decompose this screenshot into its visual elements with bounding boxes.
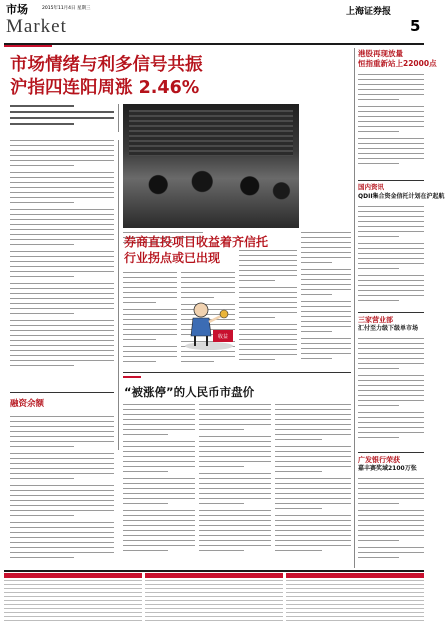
feature-body-col3 (239, 250, 297, 366)
fx-body-col1 (123, 404, 195, 564)
table-3-rows (286, 580, 424, 624)
bottom-tables (4, 570, 424, 624)
fx-headline: “被涨停”的人民币市盘价 (124, 385, 255, 399)
cartoon-figure-icon (181, 296, 237, 352)
lead-deck (10, 104, 114, 134)
small-story-body (10, 416, 114, 564)
sidebar-story3-rule (358, 312, 424, 313)
lead-headline-1: 市场情绪与利多信号共振 (10, 55, 203, 75)
column-divider-left (118, 104, 119, 132)
illustration-label: 收益 (217, 333, 228, 340)
sidebar-story2-rule (358, 180, 424, 181)
feature-headline-1: 券商直投项目收益着齐信托 (124, 235, 269, 249)
lead-body-left (10, 140, 114, 372)
section-title-cn: 市场 (6, 3, 28, 16)
date-line: 2015年11月4日 星期三 (42, 6, 91, 11)
column-divider-left-2 (118, 140, 119, 450)
small-story-headline: 融资余额 (10, 399, 45, 409)
illustration (181, 296, 237, 352)
table-2-rows (145, 580, 283, 624)
sidebar-story1-headline-2: 恒指重新站上22000点 (358, 59, 437, 68)
sidebar-story4-headline-2: 嘉丰赛奖域2100万张 (358, 465, 417, 472)
lead-headline-2: 沪指四连阳周涨 2.46% (10, 78, 200, 98)
table-header-bar-2 (145, 573, 283, 578)
sidebar-story2-headline: QDII集合资金信托计划在沪起航 (358, 193, 445, 200)
fx-body-col2 (199, 404, 271, 564)
sidebar-story1-body (358, 74, 424, 174)
sidebar-story4-headline-1: 广发银行荣获 (358, 456, 400, 464)
masthead-rule (4, 43, 424, 45)
small-story-divider (10, 392, 114, 393)
sidebar-story3-headline-1: 三家营业部 (358, 316, 393, 324)
photo-people (123, 166, 299, 228)
page-number: 5 (410, 17, 421, 35)
feature-body-col1 (123, 272, 177, 366)
feature-body-col4 (301, 232, 351, 366)
sidebar-story2-body (358, 206, 424, 308)
masthead-red-accent (4, 45, 52, 47)
feature-headline-2: 行业拐点或已出现 (124, 251, 221, 265)
sidebar-divider (354, 48, 355, 568)
fx-story-divider (123, 372, 351, 373)
paper-name: 上海证券报 (346, 7, 392, 17)
table-header-bar-3 (286, 573, 424, 578)
section-title-en: Market (6, 16, 67, 37)
table-header-bar-1 (4, 573, 142, 578)
sidebar-story3-body (358, 338, 424, 446)
sidebar-story4-body (358, 478, 424, 564)
fx-body-col3 (275, 404, 351, 564)
masthead (0, 0, 428, 46)
sidebar-story4-rule (358, 452, 424, 453)
photo-screen (129, 110, 293, 156)
fx-story-tag (123, 376, 141, 378)
table-1-rows (4, 580, 142, 624)
illustration-label-box (213, 330, 233, 342)
sidebar-story1-headline-1: 港股再现放量 (358, 49, 403, 58)
lead-photo (123, 104, 299, 228)
sidebar-story3-headline-2: 汇付至力级下级单市场 (358, 325, 419, 332)
sidebar-story2-section: 国内资讯 (358, 183, 384, 191)
